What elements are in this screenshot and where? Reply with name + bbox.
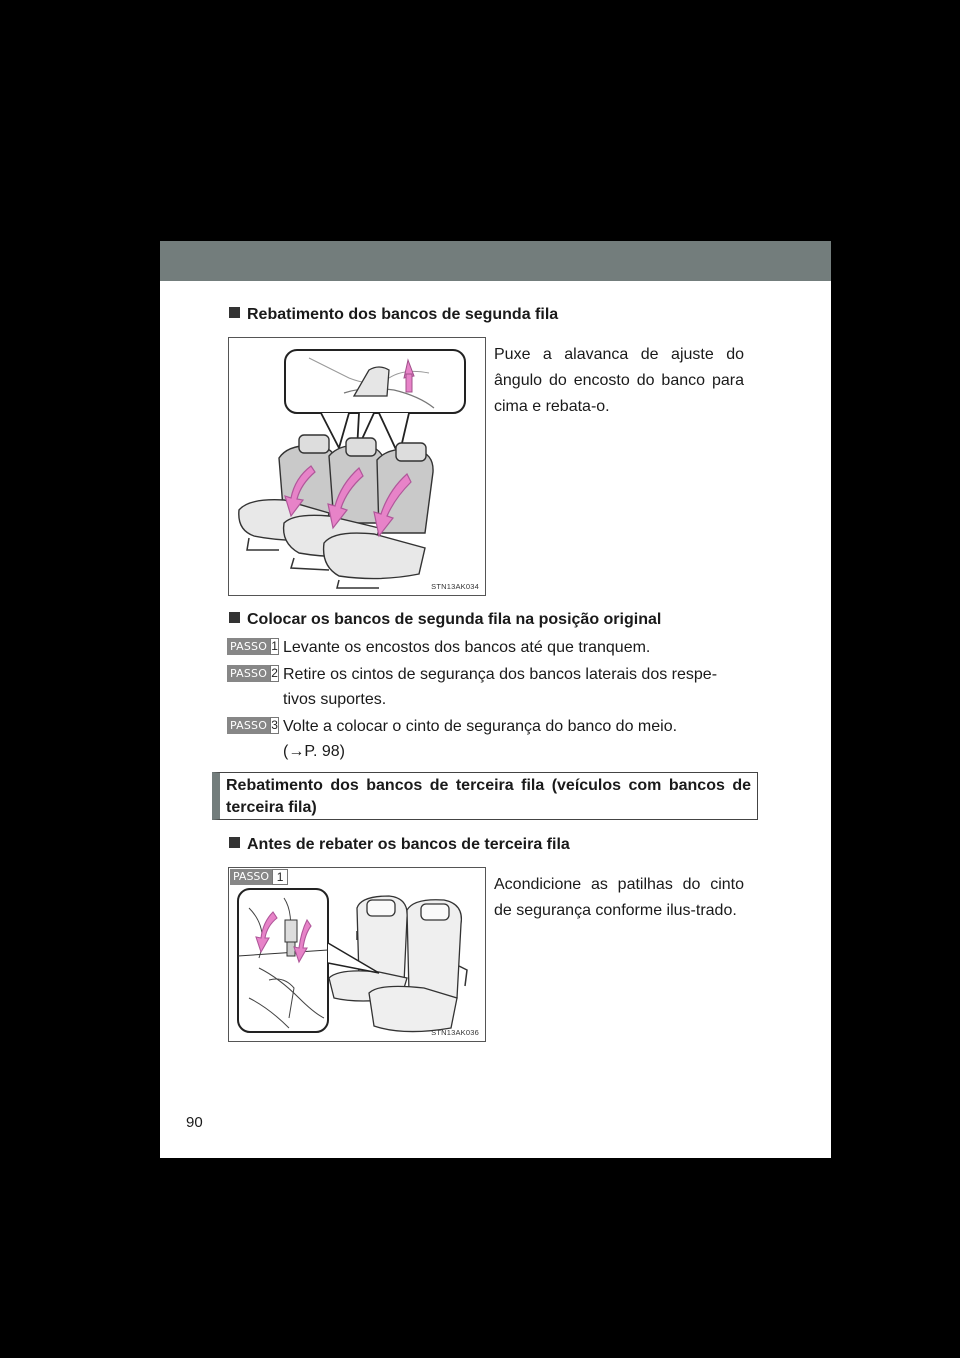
step-badge: PASSO 3 [227, 717, 279, 734]
step-badge: PASSO 1 [227, 638, 279, 655]
heading-second-row-fold [229, 305, 558, 325]
square-bullet-icon [229, 612, 240, 623]
instruction-third-row: Acondicione as patilhas do cinto de segurança conforme ilus-trado. [494, 876, 744, 919]
section-title-box [212, 772, 758, 820]
section-title: Rebatimento dos bancos de terceira fila (veículos com bancos de terceira fila) [226, 777, 751, 816]
heading-text: Colocar os bancos de segunda fila na posição original [247, 611, 662, 628]
figure-third-row-seats [228, 867, 486, 1042]
header-bar [160, 241, 831, 281]
square-bullet-icon [229, 837, 240, 848]
heading-restore-second-row [229, 610, 661, 630]
square-bullet-icon [229, 307, 240, 318]
belt-tongue-illustration [229, 868, 485, 1041]
figure-code: STN13AK036 [431, 1028, 479, 1037]
manual-page [160, 241, 831, 1158]
instruction-second-row: Puxe a alavanca de ajuste do ângulo do encosto do banco para cima e rebata-o. [494, 346, 744, 415]
step-badge: PASSO 2 [227, 665, 279, 682]
figure-step-badge: PASSO 1 [230, 869, 288, 885]
seat-fold-illustration [229, 338, 485, 595]
page-number: 90 [186, 1114, 203, 1131]
heading-text: Rebatimento dos bancos de segunda fila [247, 306, 559, 323]
figure-code: STN13AK034 [431, 582, 479, 591]
step-text: Retire os cintos de segurança dos bancos laterais dos respe-tivos suportes. [283, 666, 718, 708]
page-reference: (→P. 98) [283, 743, 345, 760]
figure-second-row-seats [228, 337, 486, 596]
step-text: Levante os encostos dos bancos até que tranquem. [283, 639, 651, 656]
heading-before-third-row [229, 835, 570, 855]
step-text: Volte a colocar o cinto de segurança do banco do meio. (→P. 98) [283, 714, 753, 764]
heading-text: Antes de rebater os bancos de terceira fila [247, 836, 570, 853]
